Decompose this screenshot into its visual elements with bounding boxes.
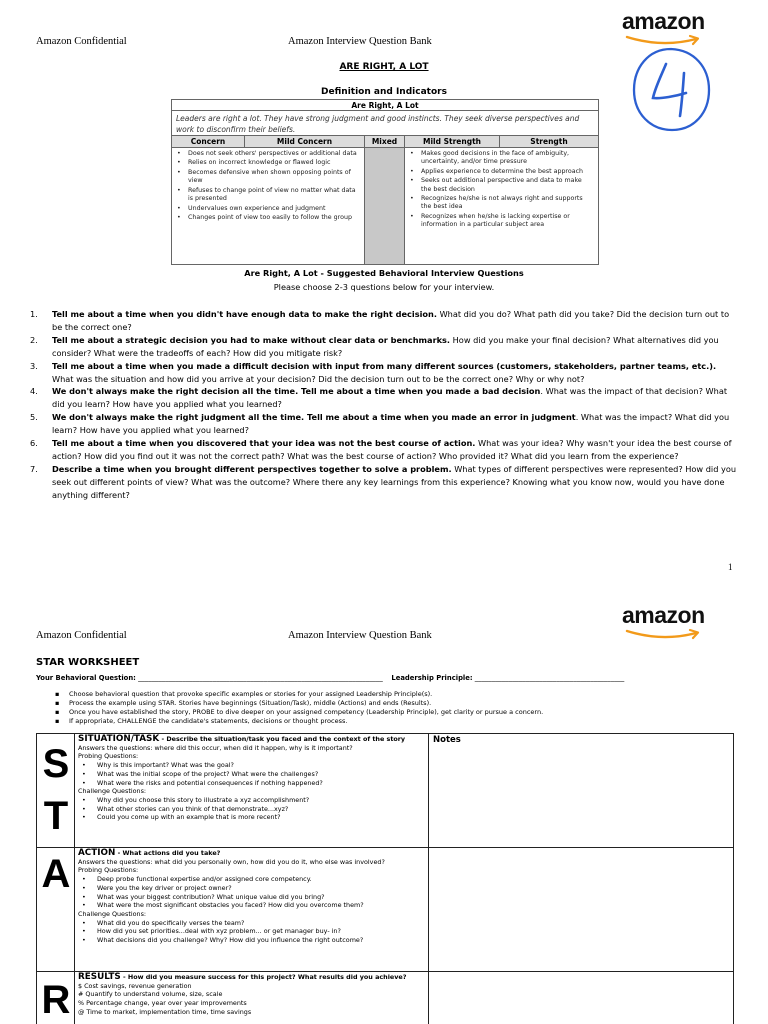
worksheet-instructions [55, 690, 543, 726]
header-confidential: Amazon Confidential [36, 36, 127, 47]
doc-subtitle: Definition and Indicators [321, 87, 447, 97]
concern-item: • Undervalues own experience and judgment [176, 205, 360, 213]
strength-list [405, 148, 598, 264]
letter-cell [37, 848, 75, 971]
star-table [36, 733, 734, 1024]
notes-cell[interactable] [429, 972, 733, 1024]
action-content [75, 848, 429, 971]
page-number: 1 [728, 562, 733, 572]
results-content [75, 972, 429, 1024]
col-mixed: Mixed [365, 136, 405, 147]
instruction-item: ▪ If appropriate, CHALLENGE the candidate's statements, decisions or thought process. [55, 717, 543, 726]
challenge-label: Challenge Questions: [78, 909, 147, 918]
question-list [30, 308, 738, 502]
question-item: 1. Tell me about a time when you didn't have enough data to make the right decision. What did you do? What path did you take? Did the decision turn out to be the correct one? [30, 309, 730, 332]
notes-cell[interactable] [429, 734, 733, 847]
leadership-principle-blank[interactable]: ____________________________________________ [474, 674, 625, 682]
letter-cell [37, 972, 75, 1024]
instruction-item: ▪ Choose behavioral question that provoke specific examples or stories for your assigned Leadership Principle(s). [55, 690, 543, 699]
strength-item: • Recognizes he/she is not always right and supports the best idea [409, 195, 594, 212]
challenge-item: • Why did you choose this story to illustrate a xyz accomplishment? [78, 796, 425, 805]
leadership-principle-label: Leadership Principle: [391, 674, 473, 682]
question-item: 5. We don't always make the right judgment all the time. Tell me about a time when you made an error in judgment. What was the impact? What did you learn? How have you applied what you learned? [30, 412, 730, 436]
mixed-column-fill [365, 148, 405, 264]
probing-item: • Deep probe functional expertise and/or assigned core competency. [78, 875, 425, 884]
question-item: 6. Tell me about a time when you discovered that your idea was not the best course of action. What was your idea? Why wasn't your idea the best course of action? How did you find out it was not the correct path? What was the best course of action? Who provided it? What did you learn from the experience? [30, 438, 732, 461]
results-row [37, 972, 733, 1024]
amazon-logo [622, 602, 712, 642]
notes-cell[interactable] [429, 848, 733, 971]
results-line: # Quantify to understand volume, size, scale [78, 990, 223, 999]
action-row [37, 848, 733, 972]
header-doc-title: Amazon Interview Question Bank [288, 630, 432, 641]
answers-text: Answers the questions: where did this occur, when did it happen, why is it important? [78, 743, 353, 752]
letter-s: S [42, 742, 70, 786]
questions-title: Are Right, A Lot - Suggested Behavioral Interview Questions [244, 268, 524, 278]
indicators-body [172, 148, 598, 264]
question-item: 2. Tell me about a strategic decision you had to make without clear data or benchmarks. How did you make your final decision? What alternatives did you consider? What were the tradeoffs of each? How did you mitigate risk? [30, 334, 719, 358]
results-line: $ Cost savings, revenue generation [78, 981, 192, 990]
principle-description: Leaders are right a lot. They have strong judgment and good instincts. They seek diverse perspectives and work to disconfirm their beliefs. [172, 111, 598, 136]
situation-task-content [75, 734, 429, 847]
probing-item: • What were the risks and potential consequences if nothing happened? [78, 779, 425, 788]
challenge-label: Challenge Questions: [78, 787, 147, 796]
question-item: 7. Describe a time when you brought different perspectives together to solve a problem. What types of different perspectives were represented? How did you seek out different points of view? What was the outcome? Where there any key learnings from this experience? Knowing what you know now, would you have done anything different? [30, 463, 737, 500]
probing-item: • Why is this important? What was the goal? [78, 761, 425, 770]
strength-item: • Makes good decisions in the face of ambiguity, uncertainty, and/or time pressure [409, 150, 594, 167]
results-line: % Percentage change, year over year improvements [78, 999, 247, 1008]
header-doc-title: Amazon Interview Question Bank [288, 36, 432, 47]
challenge-item: • What decisions did you challenge? Why? How did you influence the right outcome? [78, 936, 425, 945]
question-item: 4. We don't always make the right decision all the time. Tell me about a time when you made a bad decision. What was the impact of that decision? What did you learn? How have you applied what you learned? [30, 386, 728, 410]
concern-item: • Does not seek others' perspectives or additional data [176, 150, 360, 158]
challenge-item: • What did you do specifically verses the team? [78, 919, 425, 928]
indicators-heading: Are Right, A Lot [172, 100, 598, 111]
answers-text: Answers the questions: what did you personally own, how did you do it, who else was involved? [78, 857, 385, 866]
strength-item: • Recognizes when he/she is lacking expertise or information in a particular subject area [409, 213, 594, 230]
questions-subtitle: Please choose 2-3 questions below for your interview. [273, 282, 495, 292]
question-item: 3. Tell me about a time when you made a difficult decision with input from many different sources (customers, stakeholders, partner teams, etc.). What was the situation and how did you arrive at your decision? Did the decision turn out to be the correct one? Why or why not? [30, 360, 717, 384]
col-mild-strength: Mild Strength [405, 136, 500, 147]
indicators-column-headers [172, 136, 598, 148]
strength-item: • Seeks out additional perspective and data to make the best decision [409, 177, 594, 194]
header-confidential: Amazon Confidential [36, 630, 127, 641]
letter-a: A [41, 852, 71, 896]
section-title: ACTION - What actions did you take? [78, 848, 221, 858]
amazon-logo [622, 8, 712, 48]
col-concern: Concern [172, 136, 245, 147]
worksheet-title: STAR WORKSHEET [36, 657, 140, 668]
col-mild-concern: Mild Concern [245, 136, 365, 147]
concern-item: • Becomes defensive when shown opposing points of view [176, 169, 360, 186]
results-line: @ Time to market, implementation time, time savings [78, 1007, 252, 1016]
concern-item: • Refuses to change point of view no matter what data is presented [176, 187, 360, 204]
letter-r: R [41, 978, 71, 1022]
col-strength: Strength [530, 137, 568, 146]
strength-item: • Applies experience to determine the best approach [409, 168, 594, 176]
doc-title: ARE RIGHT, A LOT [339, 62, 429, 72]
amazon-smile-icon [622, 628, 712, 642]
instruction-item: ▪ Process the example using STAR. Stories have beginnings (Situation/Task), middle (Actions) and ends (Results). [55, 699, 543, 708]
amazon-logo-text: amazon [622, 8, 705, 34]
letter-cell [37, 734, 75, 847]
concern-list [172, 148, 365, 264]
situation-task-row [37, 734, 733, 848]
notes-label: Notes [433, 735, 461, 745]
your-question-label: Your Behavioral Question: [36, 674, 136, 682]
concern-item: • Relies on incorrect knowledge or flawed logic [176, 159, 360, 167]
letter-t: T [43, 794, 69, 838]
section-title: RESULTS - How did you measure success for this project? What results did you achieve? [78, 972, 407, 982]
worksheet-fields [36, 674, 624, 682]
concern-item: • Changes point of view too easily to follow the group [176, 214, 360, 222]
probing-label: Probing Questions: [78, 866, 139, 875]
indicators-table [171, 99, 599, 265]
page-2 [0, 588, 768, 1024]
probing-item: • What was the initial scope of the project? What were the challenges? [78, 770, 425, 779]
challenge-item: • What other stories can you think of that demonstrate...xyz? [78, 805, 425, 814]
section-title: SITUATION/TASK - Describe the situation/task you faced and the context of the story [78, 734, 406, 744]
probing-item: • What were the most significant obstacles you faced? How did you overcome them? [78, 901, 425, 910]
probing-label: Probing Questions: [78, 752, 139, 761]
probing-item: • What was your biggest contribution? What unique value did you bring? [78, 893, 425, 902]
challenge-item: • How did you set priorities...deal with xyz problem... or get manager buy- in? [78, 927, 425, 936]
instruction-item: ▪ Once you have established the story, PROBE to dive deeper on your assigned competency (Leadership Principle), get clarity or pursue a concern. [55, 708, 543, 717]
probing-item: • Were you the key driver or project owner? [78, 884, 425, 893]
amazon-logo-text: amazon [622, 602, 705, 628]
your-question-blank[interactable]: ________________________________________________________________________ [138, 674, 383, 682]
challenge-item: • Could you come up with an example that is more recent? [78, 813, 425, 822]
